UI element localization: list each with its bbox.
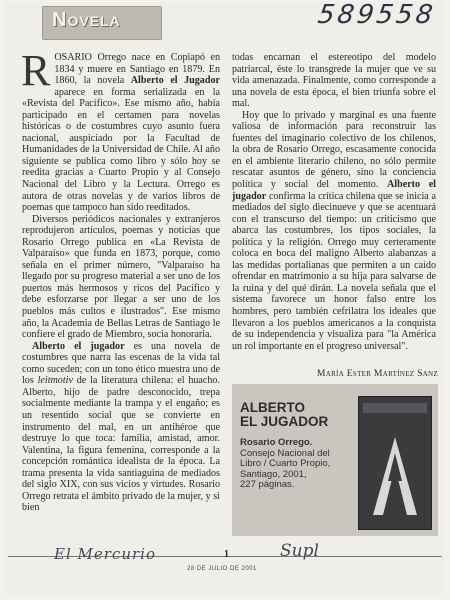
text-run: confirma la crítica chilena que se inicia a mediados del siglo diecinueve y que se acentuará con el transcurso del tiempo: un criticismo que abarca las costumbres, los tipos sociales, la política y la religión. Orrego muy certeramente coloca en boca del maligno Alberto alabanzas a las medidas portalianas que permiten a un caído ofrendar en matrimonio a su hija para salvarse de la ruina y del qué dirán. La novela señala que el sistema favorece un honor falso entre los hombres, pero también cefrilatra los ideales que llevaron a los pueblos americanos a la conquista de su independencia y visualiza para "la América un rol importante en el progreso universal". [232, 190, 436, 352]
book-title-line1: ALBERTO [240, 400, 306, 415]
text-run: es una novela de costumbres que narra las escenas de la vida tal como suceden; con un tono ético muestra uno de los [22, 340, 220, 387]
book-author: Rosario Orrego. [240, 437, 313, 448]
section-label: Novela [52, 9, 121, 31]
bold-text-run: Alberto el jugador [232, 179, 436, 202]
page-number: 1 [224, 549, 229, 560]
book-publisher-line2: Libro / Cuarto Propio, [240, 458, 331, 470]
book-city-year: Santiago, 2001, [240, 468, 307, 480]
text-run: todas encarnan el estereotipo del modelo patriarcal, éste lo transgrede la mujer que ve su vida amenazada. Finalmente, como corresponde a una novela de esta época, el bien triunfa sobre el mal. [232, 52, 436, 110]
text-run: aparece en forma serializada en la «Revista del Pacífico». Ese mismo año, había participado en el certamen para novelas históricas o de costumbres cuyo asunto fuera nacional, auspiciado por la Facultad de Humanidades de la Universidad de Chile. Al año siguiente se publica como libro y sólo hoy se reedita gracias a Cuarto Propio y al Consejo Nacional del Libro y la Lectura. Orrego es autora de otras novelas y de varios libros de poemas que tampoco han sido reeditados. [22, 86, 220, 214]
article-column-right [232, 52, 436, 352]
drop-cap: R [21, 46, 51, 95]
handwritten-signature: Supl [280, 541, 319, 561]
article-paragraph [232, 52, 436, 110]
bold-text-run: Alberto el jugador [32, 340, 125, 352]
book-title [240, 401, 340, 429]
article-paragraph [232, 110, 436, 352]
article-paragraph [22, 341, 220, 514]
handwritten-archive-number: 589558 [315, 0, 438, 30]
book-cover-art [359, 397, 431, 529]
publication-date: 28 DE JULIO DE 2001 [187, 566, 257, 572]
article-paragraph [22, 214, 220, 341]
book-title-line2: EL JUGADOR [240, 414, 329, 429]
text-run: de la literatura chilena: el huacho. Alberto, hijo de padre desconocido, trepa socialmente mediante la trampa y el engaño; es un resentido social que se convierte en instrumento del mal, en un antihéroe que destruye lo que toca: familia, amistad, amor. Valentina, la figura femenina, corresponde a la concepción romántica idealista de la época. La trama presenta la vida santiaguina de mediados del siglo XIX, con sus vicios y virtudes. Rosario Orrego retrata el ámbito privado de la mujer, y si bien [22, 375, 220, 514]
text-run: Orrego nace en Copiapó en 1834 y muere en Santiago en 1879. En 1860, la novela [54, 52, 220, 87]
text-run: Diversos periódicos nacionales y extranjeros reprodujeron artículos, poemas y noticias que Rosario Orrego publica en «La Revista de Valparaíso» que funda en 1873, porque, como señala en el primer número, "Valparaíso ha llegado por su progreso material a ser uno de los puertos más hermosos y ricos del Pacífico y debe esforzarse por llegar a ser uno de los pueblos más cultos e ilustrados". Ese mismo año, la Academia de Bellas Letras de Santiago le confiere el grado de Miembro, socia honoraria. [22, 213, 220, 341]
article-author: María Ester Martínez Sanz [316, 368, 438, 379]
book-cover-image [358, 396, 432, 530]
text-run: OSARIO [54, 52, 98, 63]
text-run: Hoy que lo privado y marginal es una fuente valiosa de información para reconstruir las fuentes del imaginario colectivo de los chilenos, la obra de Rosario Orrego, escasamente conocida en el ambiente literario chileno, no sólo permite rescatar asuntos de género, sino la conciencia política y social del momento. [232, 109, 436, 191]
text-run: leitmotiv [37, 375, 73, 387]
book-details [240, 438, 350, 491]
handwritten-source: El Mercurio [54, 545, 156, 563]
article-column-left [21, 46, 220, 514]
bold-text-run: Alberto el Jugador [130, 75, 220, 87]
book-pages: 227 páginas. [240, 479, 295, 491]
article-paragraph [21, 46, 220, 214]
book-publisher-line1: Consejo Nacional del [240, 447, 330, 459]
